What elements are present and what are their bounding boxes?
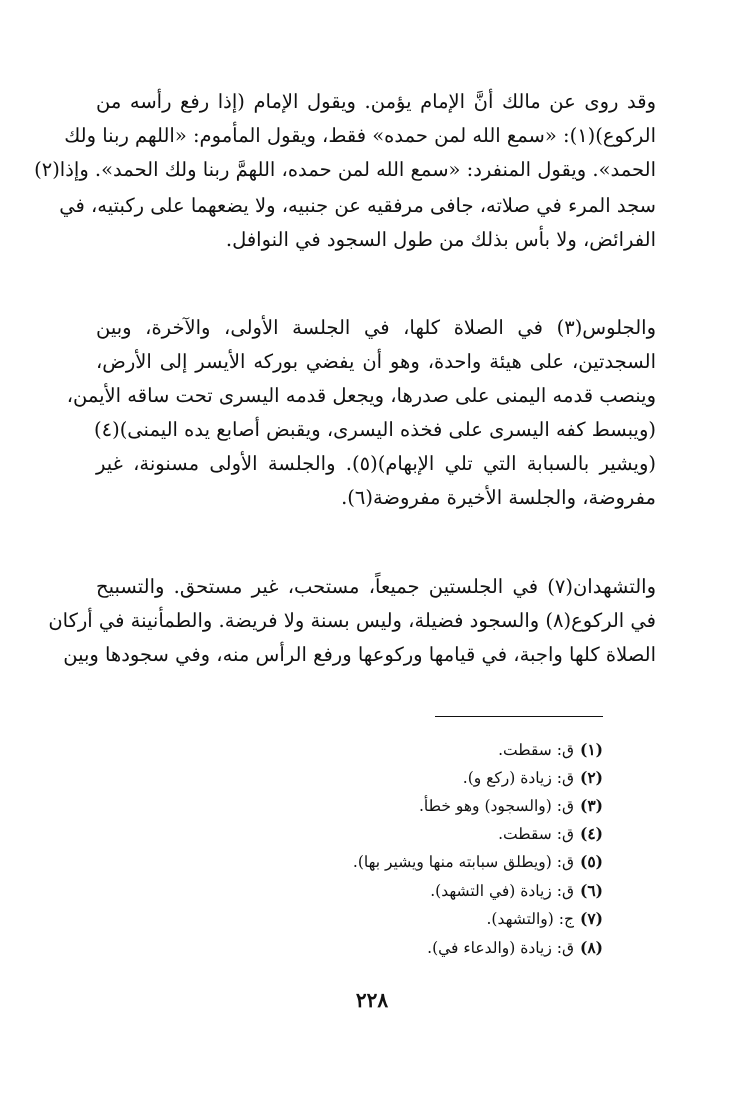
footnote-number: (٤): [579, 824, 603, 843]
footnote-text: ق: (والسجود) وهو خطأ.: [418, 797, 574, 815]
footnote: [487, 911, 604, 928]
body-line: سجد المرء في صلاته، جافى مرفقيه عن جنبيه، ولا يضعهما على ركبتيه، في: [59, 194, 656, 217]
body-line: والتشهدان(٧) في الجلستين جميعاً، مستحب، غير مستحق. والتسبيح: [96, 575, 656, 598]
footnote-text: ق: زيادة (والدعاء في).: [427, 939, 574, 957]
footnote: [427, 940, 603, 957]
footnote-number: (٥): [579, 852, 603, 871]
footnote-text: ج: (والتشهد).: [486, 910, 574, 928]
body-line: في الركوع(٨) والسجود فضيلة، وليس بسنة ولا فريضة. والطمأنينة في أركان: [48, 609, 656, 632]
footnote-number: (٧): [579, 909, 603, 928]
footnote: [353, 854, 603, 871]
body-line: وقد روى عن مالك أنَّ الإمام يؤمن. ويقول الإمام (إذا رفع رأسه من: [96, 90, 656, 113]
footnote-number: (٣): [579, 796, 603, 815]
footnote: [430, 883, 603, 900]
footnote-number: (١): [579, 740, 603, 759]
footnote-text: ق: زيادة (ركع و).: [462, 769, 574, 787]
body-line: مفروضة، والجلسة الأخيرة مفروضة(٦).: [341, 486, 656, 509]
body-line: (ويبسط كفه اليسرى على فخذه اليسرى، ويقبض أصابع يده اليمنى)(٤): [94, 418, 656, 441]
body-line: الصلاة كلها واجبة، في قيامها وركوعها ورفع الرأس منه، وفي سجودها وبين: [63, 643, 656, 666]
body-line: والجلوس(٣) في الصلاة كلها، في الجلسة الأولى، والآخرة، وبين: [96, 316, 656, 339]
footnote-separator: [435, 716, 603, 717]
body-line: الركوع)(١): «سمع الله لمن حمده» فقط، ويقول المأموم: «اللهم ربنا ولك: [64, 124, 656, 147]
footnote-text: ق: سقطت.: [498, 825, 574, 843]
page-number: ٢٢٨: [355, 988, 389, 1012]
footnote: [463, 770, 603, 787]
footnote: [419, 798, 603, 815]
footnote-number: (٦): [579, 881, 603, 900]
footnote-text: ق: سقطت.: [498, 741, 574, 759]
footnote: [498, 826, 603, 843]
footnote-text: ق: زيادة (في التشهد).: [430, 882, 574, 900]
footnote-text: ق: (ويطلق سبابته منها ويشير بها).: [352, 853, 574, 871]
body-line: السجدتين، على هيئة واحدة، وهو أن يفضي بوركه الأيسر إلى الأرض،: [96, 350, 656, 373]
body-line: الفرائض، ولا بأس بذلك من طول السجود في النوافل.: [225, 228, 656, 251]
body-line: الحمد». ويقول المنفرد: «سمع الله لمن حمده، اللهمَّ ربنا ولك الحمد». وإذا(٢): [34, 158, 656, 181]
body-line: وينصب قدمه اليمنى على صدرها، ويجعل قدمه اليسرى تحت ساقه الأيمن،: [66, 384, 656, 407]
footnote-number: (٢): [579, 768, 603, 787]
footnote: [498, 742, 603, 759]
body-line: (ويشير بالسبابة التي تلي الإبهام)(٥). والجلسة الأولى مسنونة، غير: [96, 452, 656, 475]
footnote-number: (٨): [579, 938, 603, 957]
